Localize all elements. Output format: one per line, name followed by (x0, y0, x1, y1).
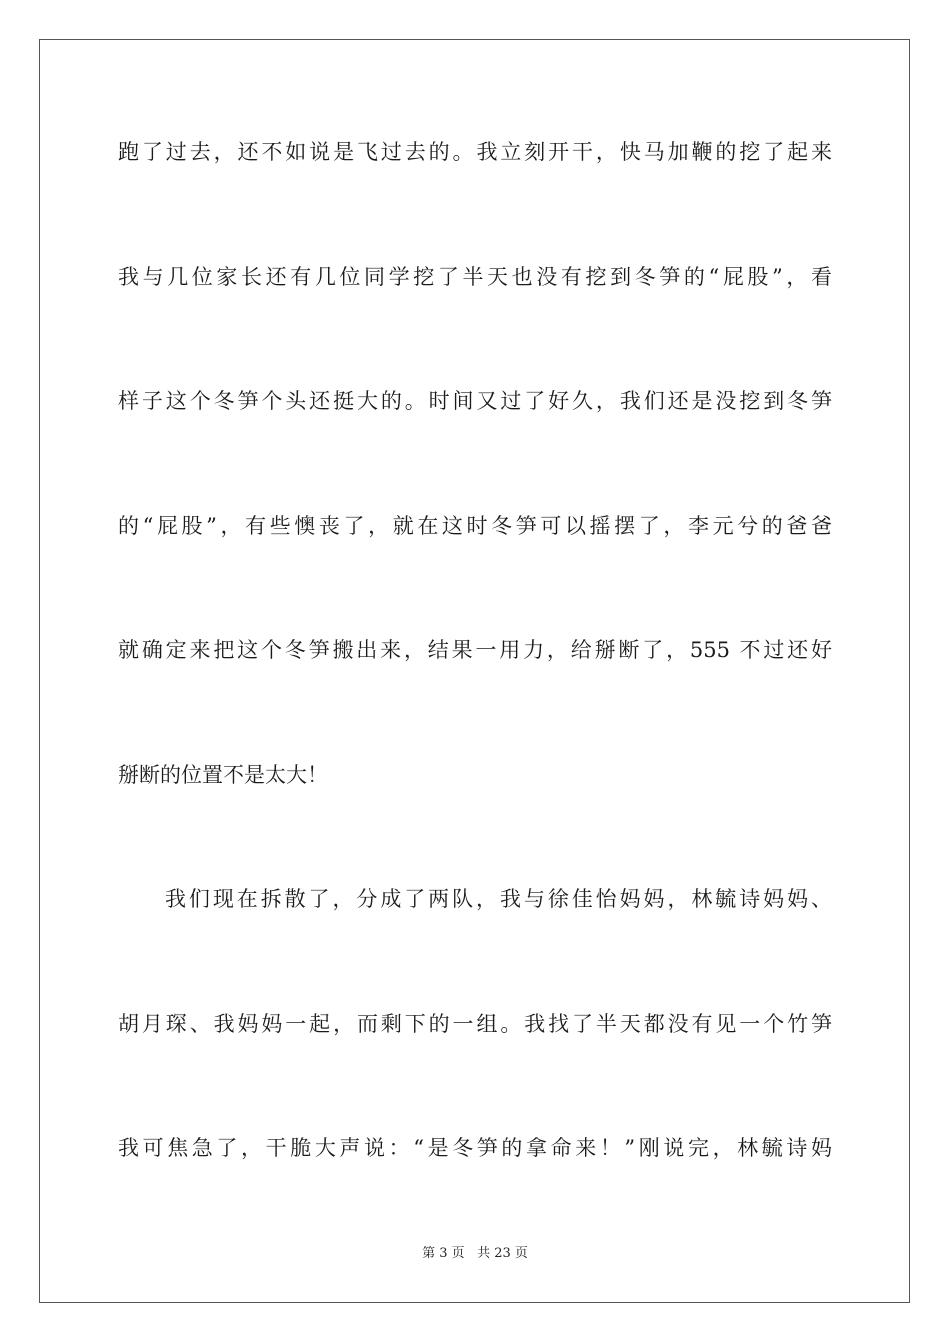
page-footer (0, 1245, 950, 1263)
text-line: 的“屁股”，有些懊丧了，就在这时冬笋可以摇摆了，李元兮的爸爸 (118, 514, 832, 538)
text-line: 我与几位家长还有几位同学挖了半天也没有挖到冬笋的“屁股”，看 (118, 265, 832, 289)
text-line: 我可焦急了，干脆大声说：“是冬笋的拿命来！”刚说完，林毓诗妈 (118, 1136, 832, 1160)
text-line: 掰断的位置不是太大！ (118, 763, 328, 787)
text-line: 就确定来把这个冬笋搬出来，结果一用力，给掰断了，555 不过还好 (118, 638, 832, 662)
total-pages: 共 23 页 (477, 1246, 528, 1261)
paragraph-first-line: 我们现在拆散了，分成了两队，我与徐佳怡妈妈，林毓诗妈妈、 (165, 887, 832, 911)
text-line: 跑了过去，还不如说是飞过去的。我立刻开干，快马加鞭的挖了起来 (118, 140, 832, 164)
text-line: 样子这个冬笋个头还挺大的。时间又过了好久，我们还是没挖到冬笋 (118, 389, 832, 413)
page-number: 第 3 页 (422, 1246, 465, 1261)
page-border (39, 39, 910, 1303)
text-line: 胡月琛、我妈妈一起，而剩下的一组。我找了半天都没有见一个竹笋 (118, 1012, 832, 1036)
